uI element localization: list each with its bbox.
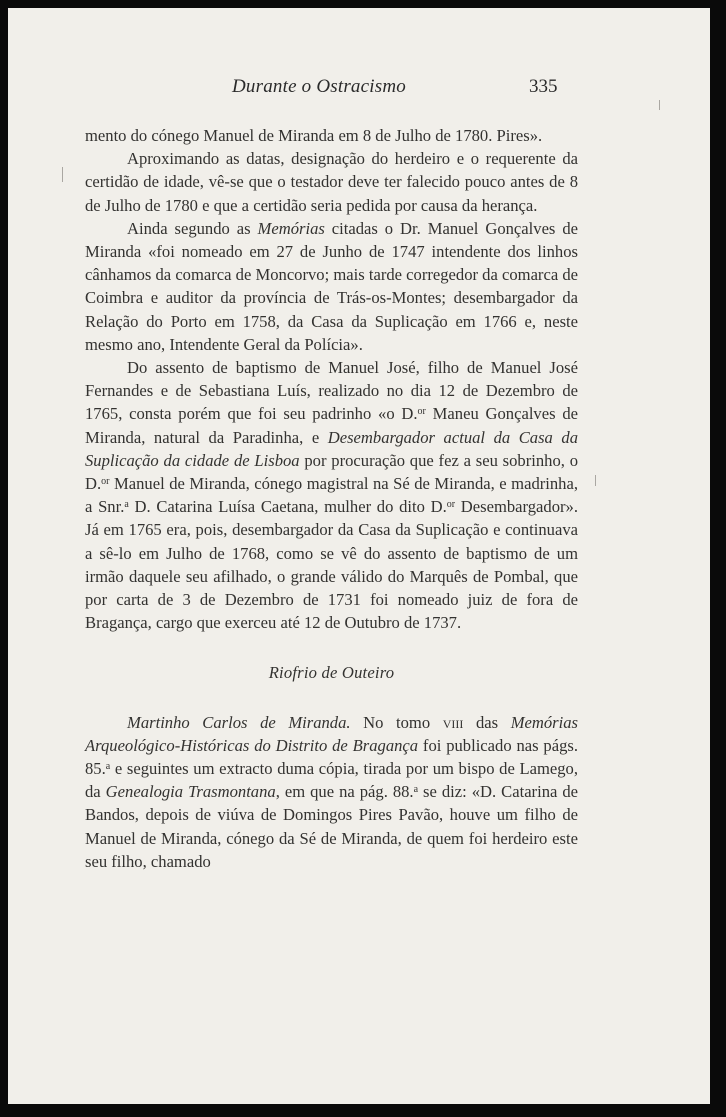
header-title: Durante o Ostracismo — [232, 76, 406, 97]
text-run: D. Catarina Luísa Caetana, mulher do dito D. — [128, 497, 447, 517]
italic-text: Martinho Carlos de Miranda. — [127, 712, 351, 732]
superscript-abbrev: a — [105, 761, 111, 773]
paragraph — [85, 711, 578, 873]
book-page — [8, 8, 710, 1104]
print-blemish — [595, 475, 596, 486]
text-run: Aproximando as datas, designação do herdeiro e o requerente da certidão de idade, vê-se que o testador deve ter falecido pouco antes de 8 de Julho de 1780 e que a certidão seria pedida por causa da herança. — [85, 149, 578, 215]
text-run: das — [463, 712, 511, 732]
superscript-abbrev: or — [101, 476, 110, 488]
running-header — [8, 76, 710, 100]
paragraph — [85, 147, 578, 217]
superscript-abbrev: or — [446, 499, 456, 511]
italic-text: Memórias — [257, 218, 325, 238]
text-run: por procuração que fez a seu sobrinho, o D. — [85, 450, 579, 494]
superscript-abbrev: a — [124, 499, 129, 511]
text-run: Manuel de Miranda, cónego magistral na Sé de Miranda, e madrinha, a Snr. — [85, 474, 578, 517]
text-run: Do assento de baptismo de Manuel José, filho de Manuel José Fernandes e de Sebastiana Luís, realizado no dia 12 de Dezembro de 1765, consta porém que foi seu padrinho «o D. — [85, 358, 578, 424]
body-text — [85, 124, 578, 873]
section-title — [85, 661, 578, 684]
text-run: No tomo — [350, 712, 443, 732]
text-run: Ainda segundo as — [127, 218, 258, 238]
text-run: mento do cónego Manuel de Miranda em 8 de Julho de 1780. Pires». — [85, 126, 543, 145]
print-blemish — [62, 167, 63, 182]
superscript-abbrev: a — [413, 784, 419, 796]
text-run: foi publicado nas págs. 85. — [85, 735, 578, 779]
text-run: Maneu Gonçalves de Miranda, natural da Paradinha, e — [85, 404, 578, 447]
paragraph — [85, 356, 578, 634]
print-blemish — [659, 100, 660, 110]
small-caps-text: viii — [442, 712, 464, 732]
paragraph — [85, 124, 578, 147]
text-run: Desembargador». Já em 1765 era, pois, desembargador da Casa da Suplicação e continuava a sê-lo em Julho de 1768, como se vê do assento de baptismo de um irmão daquele seu afilhado, o grande válido do Marquês de Pombal, que por carta de 3 de Dezembro de 1731 foi nomeado juiz de fora de Bragança, cargo que exerceu até 12 de Outubro de 1737. — [85, 497, 578, 633]
italic-text: Desembargador actual da Casa da Suplicação da cidade de Lisboa — [85, 427, 578, 470]
text-run: citadas o Dr. Manuel Gonçalves de Miranda «foi nomeado em 27 de Junho de 1747 intendente dos linhos cânhamos da comarca de Moncorvo; mais tarde corregedor da comarca de Coimbra e auditor da província de Trás-os-Montes; desembargador da Relação do Porto em 1758, da Casa da Suplicação em 1766 e, neste mesmo ano, Intendente Geral da Polícia». — [85, 218, 578, 354]
text-run: se diz: «D. Catarina de Bandos, depois de viúva de Domingos Pires Pavão, houve um filho de Manuel de Miranda, cónego da Sé de Miranda, de quem foi herdeiro este seu filho, chamado — [85, 782, 579, 871]
text-run: , em que na pág. 88. — [275, 782, 414, 802]
paragraph — [85, 217, 578, 356]
superscript-abbrev: or — [417, 406, 426, 418]
text-run: e seguintes um extracto duma cópia, tirada por um bispo de Lamego, da — [85, 759, 578, 802]
italic-text: Memórias Arqueológico-Históricas do Distrito de Bragança — [85, 712, 578, 755]
text-run: Riofrio de Outeiro — [268, 663, 395, 683]
page-number: 335 — [529, 76, 558, 97]
italic-text: Genealogia Trasmontana — [105, 782, 276, 802]
